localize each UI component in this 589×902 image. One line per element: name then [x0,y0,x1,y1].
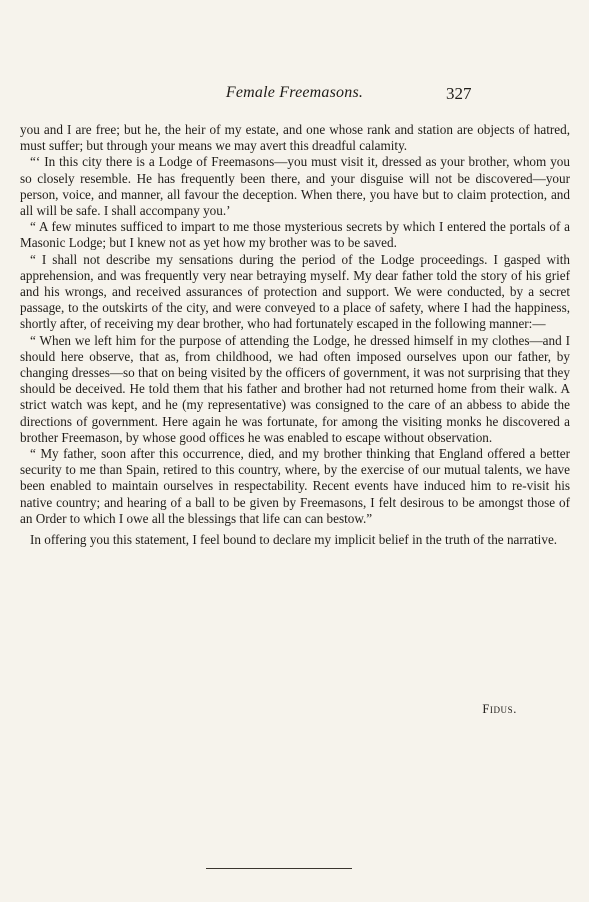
running-title: Female Freemasons. [225,84,364,101]
paragraph: “ When we left him for the purpose of attending the Lodge, he dressed himself in my clothes—and I should here observe, that as, from childhood, we had often imposed ourselves upon our father, by changing dresses—so that on being visited by the officers of government, it was not surprising that they should be deceived. He told them that his father and brother had not returned home from their walk. A strict watch was kept, and he (my representative) was consigned to the care of an abbess to abide the directions of government. Here again he was fortunate, for among the visiting monks he discovered a brother Freemason, by whose good offices he was enabled to escape without observation. [20,332,570,445]
page-number: 327 [446,84,472,103]
end-rule [206,868,352,869]
paragraph: you and I are free; but he, the heir of my estate, and one whose rank and station are objects of hatred, must suffer; but through your means we may avert this dreadful calamity. [20,122,570,154]
page-header [0,84,589,106]
paragraph: “ A few minutes sufficed to impart to me those mysterious secrets by which I entered the portals of a Masonic Lodge; but I knew not as yet how my brother was to be saved. [20,219,570,251]
paragraph: “ My father, soon after this occurrence, died, and my brother thinking that England offered a better security to me than Spain, retired to this country, where, by the exercise of our mutual talents, we have been enabled to maintain ourselves in respectability. Recent events have induced him to re-visit his native country; and hearing of a ball to be given by Freemasons, I felt desirous to be amongst those of an Order to which I owe all the blessings that life can can bestow.” [20,446,570,526]
paragraph: “‘ In this city there is a Lodge of Freemasons—you must visit it, dressed as your brother, whom you so closely resemble. He has frequently been there, and your disguise will not be discovered—your person, voice, and manner, all favour the deception. When there, you have but to claim protection, and all will be safe. I shall accompany you.’ [20,154,570,219]
body-text [20,122,570,548]
signature: Fidus. [482,702,517,716]
paragraph: “ I shall not describe my sensations during the period of the Lodge proceedings. I gasped with apprehension, and was frequently very near betraying myself. My dear father told the story of his grief and his wrongs, and received assurances of protection and support. We were conducted, by a secret passage, to the outskirts of the city, and were conveyed to a place of safety, where I had the happiness, shortly after, of receiving my dear brother, who had fortunately escaped in the following manner:— [20,251,570,332]
paragraph: In offering you this statement, I feel bound to declare my implicit belief in the truth of the narrative. [30,532,558,548]
